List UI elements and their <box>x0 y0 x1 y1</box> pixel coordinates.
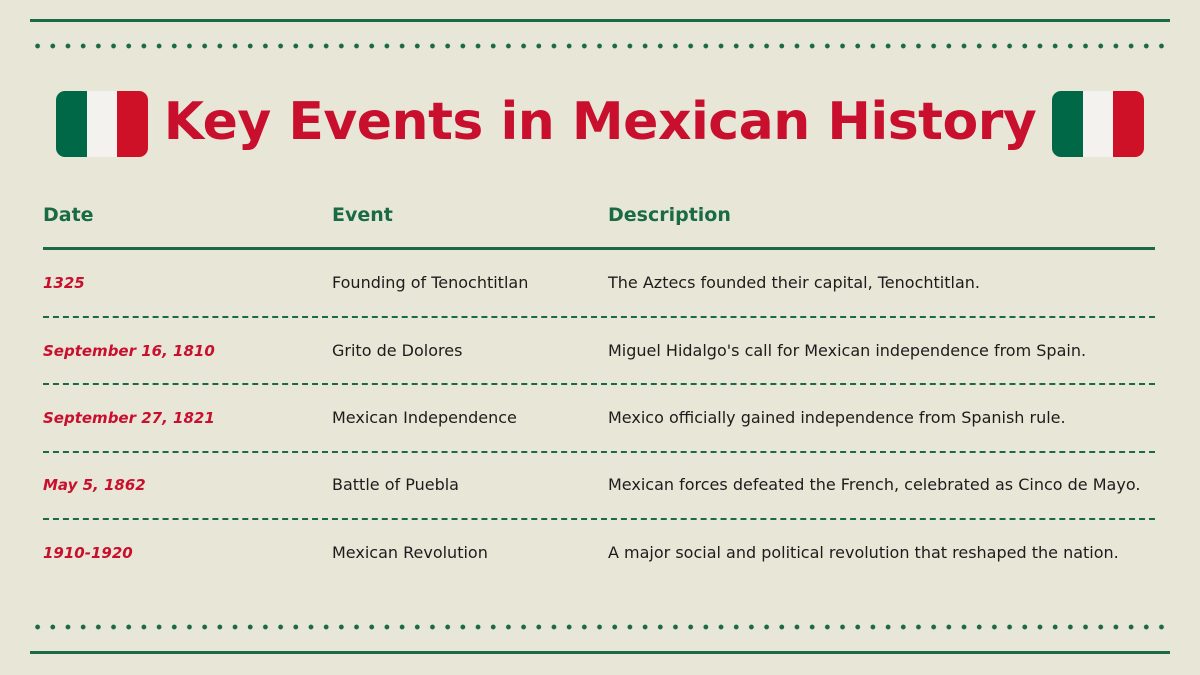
row-divider <box>43 383 1155 385</box>
column-header-description: Description <box>608 204 731 226</box>
table-row <box>0 405 1200 431</box>
row-description: A major social and political revolution that reshaped the nation. <box>608 543 1119 562</box>
row-event: Founding of Tenochtitlan <box>332 273 529 292</box>
header-divider <box>43 247 1155 250</box>
row-event: Mexican Revolution <box>332 543 488 562</box>
row-event: Mexican Independence <box>332 408 517 427</box>
row-description: Miguel Hidalgo's call for Mexican independence from Spain. <box>608 341 1087 360</box>
row-date: May 5, 1862 <box>43 476 146 494</box>
row-date: 1910-1920 <box>43 544 133 562</box>
row-date: September 16, 1810 <box>43 342 215 360</box>
row-divider <box>43 451 1155 453</box>
mexican-flag-icon-right <box>1052 91 1144 157</box>
row-event: Battle of Puebla <box>332 475 459 494</box>
column-header-date: Date <box>43 204 94 226</box>
top-dotted-line <box>30 43 1170 49</box>
row-divider <box>43 518 1155 520</box>
row-description: The Aztecs founded their capital, Tenochtitlan. <box>608 273 980 292</box>
table-row <box>0 540 1200 566</box>
row-date: 1325 <box>43 274 85 292</box>
top-border-line <box>30 19 1170 22</box>
row-description: Mexico officially gained independence from Spanish rule. <box>608 408 1066 427</box>
mexican-flag-icon-left <box>56 91 148 157</box>
bottom-border-line <box>30 651 1170 654</box>
table-row <box>0 472 1200 498</box>
row-date: September 27, 1821 <box>43 409 215 427</box>
page-title: Key Events in Mexican History <box>163 92 1037 152</box>
row-description: Mexican forces defeated the French, celebrated as Cinco de Mayo. <box>608 475 1141 494</box>
column-header-event: Event <box>332 204 393 226</box>
row-event: Grito de Dolores <box>332 341 463 360</box>
row-divider <box>43 316 1155 318</box>
table-row <box>0 270 1200 296</box>
bottom-dotted-line <box>30 624 1170 630</box>
table-row <box>0 338 1200 364</box>
